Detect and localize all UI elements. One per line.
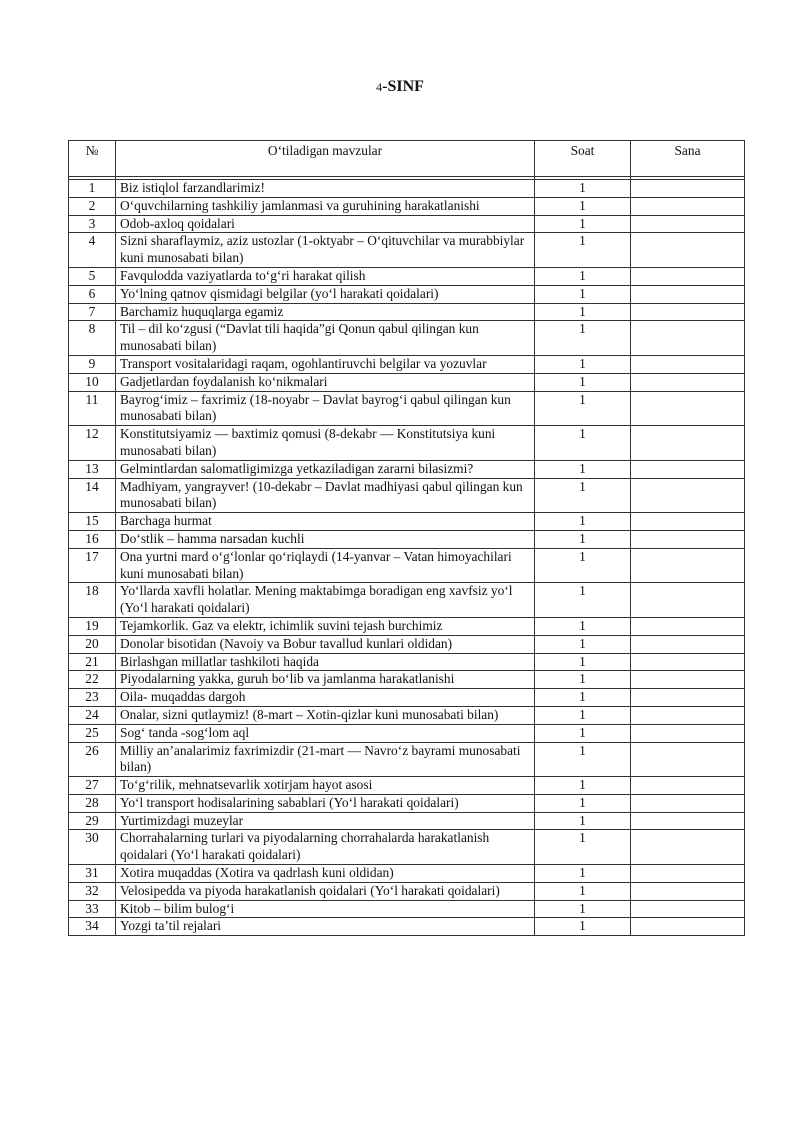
- row-hours: 1: [535, 794, 631, 812]
- row-hours: 1: [535, 724, 631, 742]
- row-hours: 1: [535, 830, 631, 865]
- row-hours: 1: [535, 777, 631, 795]
- row-topic: Barchaga hurmat: [116, 513, 535, 531]
- row-number: 14: [69, 478, 116, 513]
- row-hours: 1: [535, 303, 631, 321]
- header-topic: O‘tiladigan mavzular: [116, 141, 535, 177]
- row-number: 26: [69, 742, 116, 777]
- table-row: [69, 882, 745, 900]
- row-number: 18: [69, 583, 116, 618]
- row-date: [631, 865, 745, 883]
- row-date: [631, 426, 745, 461]
- row-topic: O‘quvchilarning tashkiliy jamlanmasi va guruhining harakatlanishi: [116, 197, 535, 215]
- row-topic: Velosipedda va piyoda harakatlanish qoidalari (Yo‘l harakati qoidalari): [116, 882, 535, 900]
- row-topic: Yo‘lning qatnov qismidagi belgilar (yo‘l harakati qoidalari): [116, 285, 535, 303]
- row-date: [631, 460, 745, 478]
- table-row: [69, 900, 745, 918]
- row-hours: 1: [535, 635, 631, 653]
- row-date: [631, 882, 745, 900]
- row-topic: To‘g‘rilik, mehnatsevarlik xotirjam hayot asosi: [116, 777, 535, 795]
- table-row: [69, 355, 745, 373]
- row-date: [631, 742, 745, 777]
- row-date: [631, 706, 745, 724]
- row-number: 4: [69, 233, 116, 268]
- table-row: [69, 530, 745, 548]
- row-topic: Til – dil ko‘zgusi (“Davlat tili haqida”gi Qonun qabul qilingan kun munosabati bilan): [116, 321, 535, 356]
- table-row: [69, 197, 745, 215]
- row-hours: 1: [535, 180, 631, 198]
- row-number: 15: [69, 513, 116, 531]
- table-row: [69, 689, 745, 707]
- table-row: [69, 548, 745, 583]
- row-date: [631, 267, 745, 285]
- row-number: 9: [69, 355, 116, 373]
- row-hours: 1: [535, 197, 631, 215]
- row-number: 21: [69, 653, 116, 671]
- row-date: [631, 918, 745, 936]
- row-number: 20: [69, 635, 116, 653]
- row-topic: Milliy an’analarimiz faxrimizdir (21-mart — Navro‘z bayrami munosabati bilan): [116, 742, 535, 777]
- row-number: 10: [69, 373, 116, 391]
- row-hours: 1: [535, 285, 631, 303]
- row-date: [631, 653, 745, 671]
- row-topic: Donolar bisotidan (Navoiy va Bobur tavallud kunlari oldidan): [116, 635, 535, 653]
- row-hours: 1: [535, 918, 631, 936]
- table-header-row: [69, 141, 745, 177]
- grade-label: -SINF: [382, 78, 424, 95]
- row-number: 13: [69, 460, 116, 478]
- row-topic: Barchamiz huquqlarga egamiz: [116, 303, 535, 321]
- table-row: [69, 373, 745, 391]
- row-date: [631, 180, 745, 198]
- row-hours: 1: [535, 355, 631, 373]
- row-date: [631, 285, 745, 303]
- row-hours: 1: [535, 583, 631, 618]
- table-row: [69, 706, 745, 724]
- row-number: 33: [69, 900, 116, 918]
- table-row: [69, 653, 745, 671]
- row-date: [631, 478, 745, 513]
- row-number: 27: [69, 777, 116, 795]
- table-row: [69, 321, 745, 356]
- row-number: 30: [69, 830, 116, 865]
- row-number: 3: [69, 215, 116, 233]
- row-hours: 1: [535, 689, 631, 707]
- table-row: [69, 812, 745, 830]
- row-topic: Transport vositalaridagi raqam, ogohlantiruvchi belgilar va yozuvlar: [116, 355, 535, 373]
- table-row: [69, 742, 745, 777]
- row-number: 19: [69, 617, 116, 635]
- row-topic: Yurtimizdagi muzeylar: [116, 812, 535, 830]
- header-date: Sana: [631, 141, 745, 177]
- table-row: [69, 303, 745, 321]
- row-date: [631, 530, 745, 548]
- row-date: [631, 689, 745, 707]
- row-hours: 1: [535, 653, 631, 671]
- row-topic: Oila- muqaddas dargoh: [116, 689, 535, 707]
- row-date: [631, 303, 745, 321]
- row-number: 11: [69, 391, 116, 426]
- row-date: [631, 635, 745, 653]
- row-hours: 1: [535, 706, 631, 724]
- row-date: [631, 321, 745, 356]
- row-number: 24: [69, 706, 116, 724]
- row-number: 1: [69, 180, 116, 198]
- row-hours: 1: [535, 742, 631, 777]
- row-hours: 1: [535, 882, 631, 900]
- row-hours: 1: [535, 391, 631, 426]
- row-topic: Xotira muqaddas (Xotira va qadrlash kuni oldidan): [116, 865, 535, 883]
- row-topic: Tejamkorlik. Gaz va elektr, ichimlik suvini tejash burchimiz: [116, 617, 535, 635]
- row-number: 6: [69, 285, 116, 303]
- row-number: 5: [69, 267, 116, 285]
- row-hours: 1: [535, 426, 631, 461]
- row-date: [631, 777, 745, 795]
- row-date: [631, 671, 745, 689]
- row-number: 31: [69, 865, 116, 883]
- row-topic: Konstitutsiyamiz — baxtimiz qomusi (8-dekabr — Konstitutsiya kuni munosabati bilan): [116, 426, 535, 461]
- row-date: [631, 513, 745, 531]
- table-row: [69, 460, 745, 478]
- row-date: [631, 724, 745, 742]
- row-number: 32: [69, 882, 116, 900]
- row-date: [631, 812, 745, 830]
- row-topic: Odob-axloq qoidalari: [116, 215, 535, 233]
- row-number: 28: [69, 794, 116, 812]
- row-date: [631, 373, 745, 391]
- table-row: [69, 777, 745, 795]
- row-date: [631, 391, 745, 426]
- row-number: 2: [69, 197, 116, 215]
- row-date: [631, 617, 745, 635]
- row-hours: 1: [535, 900, 631, 918]
- row-topic: Bayrog‘imiz – faxrimiz (18-noyabr – Davlat bayrog‘i qabul qilingan kun munosabati bilan): [116, 391, 535, 426]
- row-hours: 1: [535, 460, 631, 478]
- row-number: 25: [69, 724, 116, 742]
- table-row: [69, 426, 745, 461]
- row-number: 12: [69, 426, 116, 461]
- row-number: 23: [69, 689, 116, 707]
- row-hours: 1: [535, 478, 631, 513]
- row-topic: Kitob – bilim bulog‘i: [116, 900, 535, 918]
- row-hours: 1: [535, 812, 631, 830]
- table-row: [69, 671, 745, 689]
- row-number: 22: [69, 671, 116, 689]
- row-topic: Chorrahalarning turlari va piyodalarning chorrahalarda harakatlanish qoidalari (Yo‘l harakati qoidalari): [116, 830, 535, 865]
- row-hours: 1: [535, 321, 631, 356]
- row-topic: Yo‘llarda xavfli holatlar. Mening maktabimga boradigan eng xavfsiz yo‘l (Yo‘l harakati qoidalari): [116, 583, 535, 618]
- row-date: [631, 215, 745, 233]
- row-number: 17: [69, 548, 116, 583]
- table-body: [69, 180, 745, 936]
- row-topic: Onalar, sizni qutlaymiz! (8-mart – Xotin-qizlar kuni munosabati bilan): [116, 706, 535, 724]
- row-hours: 1: [535, 215, 631, 233]
- row-date: [631, 583, 745, 618]
- grade-number: 4: [376, 80, 383, 94]
- row-number: 29: [69, 812, 116, 830]
- table-row: [69, 513, 745, 531]
- header-number: №: [69, 141, 116, 177]
- header-hours: Soat: [535, 141, 631, 177]
- table-row: [69, 724, 745, 742]
- table-row: [69, 918, 745, 936]
- row-date: [631, 355, 745, 373]
- row-topic: Favqulodda vaziyatlarda to‘g‘ri harakat qilish: [116, 267, 535, 285]
- row-number: 8: [69, 321, 116, 356]
- table-row: [69, 285, 745, 303]
- row-date: [631, 548, 745, 583]
- row-hours: 1: [535, 513, 631, 531]
- row-topic: Gadjetlardan foydalanish ko‘nikmalari: [116, 373, 535, 391]
- row-hours: 1: [535, 373, 631, 391]
- table-row: [69, 583, 745, 618]
- row-topic: Yo‘l transport hodisalarining sabablari (Yo‘l harakati qoidalari): [116, 794, 535, 812]
- row-hours: 1: [535, 530, 631, 548]
- lesson-plan-table: [68, 140, 745, 936]
- table-row: [69, 617, 745, 635]
- row-number: 34: [69, 918, 116, 936]
- table-row: [69, 635, 745, 653]
- row-topic: Ona yurtni mard o‘g‘lonlar qo‘riqlaydi (14-yanvar – Vatan himoyachilari kuni munosabati bilan): [116, 548, 535, 583]
- page-title: [0, 78, 800, 96]
- row-topic: Birlashgan millatlar tashkiloti haqida: [116, 653, 535, 671]
- row-topic: Biz istiqlol farzandlarimiz!: [116, 180, 535, 198]
- table-row: [69, 215, 745, 233]
- table-row: [69, 391, 745, 426]
- table-row: [69, 180, 745, 198]
- row-hours: 1: [535, 617, 631, 635]
- row-topic: Gelmintlardan salomatligimizga yetkaziladigan zararni bilasizmi?: [116, 460, 535, 478]
- table-row: [69, 830, 745, 865]
- row-date: [631, 794, 745, 812]
- row-hours: 1: [535, 233, 631, 268]
- row-topic: Madhiyam, yangrayver! (10-dekabr – Davlat madhiyasi qabul qilingan kun munosabati bilan): [116, 478, 535, 513]
- row-topic: Do‘stlik – hamma narsadan kuchli: [116, 530, 535, 548]
- table-row: [69, 865, 745, 883]
- row-date: [631, 900, 745, 918]
- row-number: 7: [69, 303, 116, 321]
- row-date: [631, 233, 745, 268]
- row-hours: 1: [535, 548, 631, 583]
- row-topic: Sog‘ tanda -sog‘lom aql: [116, 724, 535, 742]
- row-topic: Sizni sharaflaymiz, aziz ustozlar (1-oktyabr – O‘qituvchilar va murabbiylar kuni munosabati bilan): [116, 233, 535, 268]
- table-row: [69, 233, 745, 268]
- row-topic: Yozgi ta’til rejalari: [116, 918, 535, 936]
- row-hours: 1: [535, 671, 631, 689]
- row-number: 16: [69, 530, 116, 548]
- row-hours: 1: [535, 865, 631, 883]
- row-date: [631, 830, 745, 865]
- row-date: [631, 197, 745, 215]
- table-row: [69, 267, 745, 285]
- table-row: [69, 794, 745, 812]
- table-row: [69, 478, 745, 513]
- row-topic: Piyodalarning yakka, guruh bo‘lib va jamlanma harakatlanishi: [116, 671, 535, 689]
- row-hours: 1: [535, 267, 631, 285]
